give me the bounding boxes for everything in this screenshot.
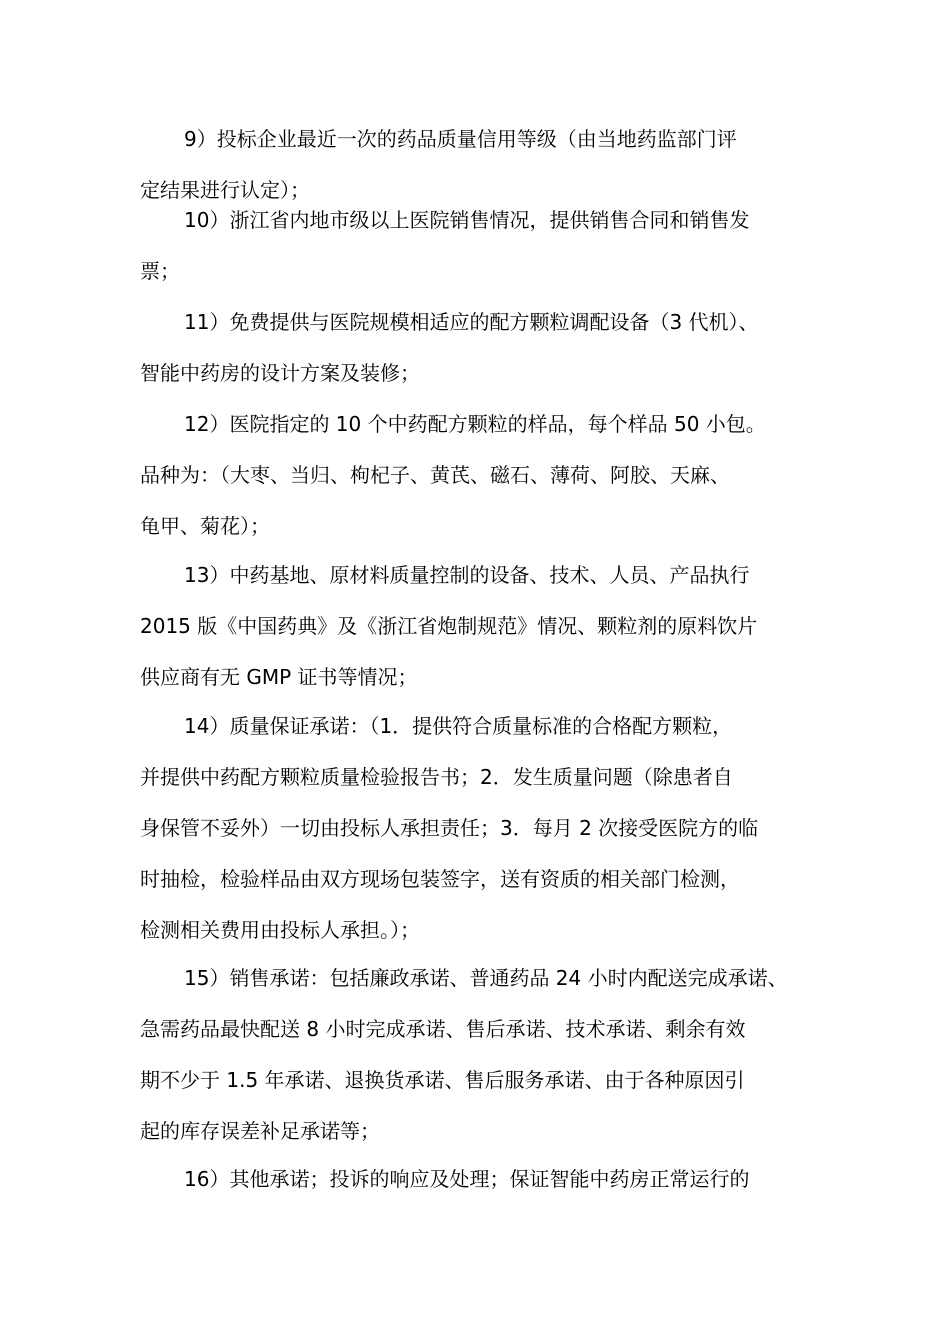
text-line: 时抽检，检验样品由双方现场包装签字，送有资质的相关部门检测，	[140, 867, 740, 891]
text-line: 急需药品最快配送 8 小时完成承诺、售后承诺、技术承诺、剩余有效	[140, 1017, 746, 1041]
text-line: 15）销售承诺：包括廉政承诺、普通药品 24 小时内配送完成承诺、	[184, 966, 788, 990]
text-line: 品种为：（大枣、当归、枸杞子、黄芪、磁石、薄荷、阿胶、天麻、	[140, 463, 730, 487]
text-line: 并提供中药配方颗粒质量检验报告书；2．发生质量问题（除患者自	[140, 765, 733, 789]
text-line: 票；	[140, 259, 180, 283]
paragraph-item-13	[140, 550, 860, 703]
text-line: 期不少于 1.5 年承诺、退换货承诺、售后服务承诺、由于各种原因引	[140, 1068, 745, 1092]
text-line: 起的库存误差补足承诺等；	[140, 1119, 380, 1143]
text-line: 13）中药基地、原材料质量控制的设备、技术、人员、产品执行	[184, 563, 750, 587]
paragraph-item-11	[140, 297, 860, 399]
text-line: 10）浙江省内地市级以上医院销售情况，提供销售合同和销售发	[184, 208, 750, 232]
paragraph-item-16	[140, 1154, 860, 1205]
text-line: 智能中药房的设计方案及装修；	[140, 361, 420, 385]
paragraph-item-12	[140, 399, 860, 552]
text-line: 龟甲、菊花）；	[140, 514, 270, 538]
text-line: 12）医院指定的 10 个中药配方颗粒的样品，每个样品 50 小包。	[184, 412, 766, 436]
text-line: 供应商有无 GMP 证书等情况；	[140, 665, 418, 689]
text-line: 2015 版《中国药典》及《浙江省炮制规范》情况、颗粒剂的原料饮片	[140, 614, 758, 638]
paragraph-item-15	[140, 953, 860, 1157]
paragraph-item-10	[140, 195, 860, 297]
paragraph-item-14	[140, 701, 860, 956]
text-line: 16）其他承诺；投诉的响应及处理；保证智能中药房正常运行的	[184, 1167, 750, 1191]
text-line: 定结果进行认定）；	[140, 178, 310, 202]
text-line: 检测相关费用由投标人承担。）；	[140, 918, 420, 942]
text-line: 身保管不妥外）一切由投标人承担责任；3．每月 2 次接受医院方的临	[140, 816, 759, 840]
text-line: 11）免费提供与医院规模相适应的配方颗粒调配设备（3 代机）、	[184, 310, 759, 334]
text-line: 14）质量保证承诺：（1．提供符合质量标准的合格配方颗粒，	[184, 714, 733, 738]
text-line: 9）投标企业最近一次的药品质量信用等级（由当地药监部门评	[184, 127, 737, 151]
